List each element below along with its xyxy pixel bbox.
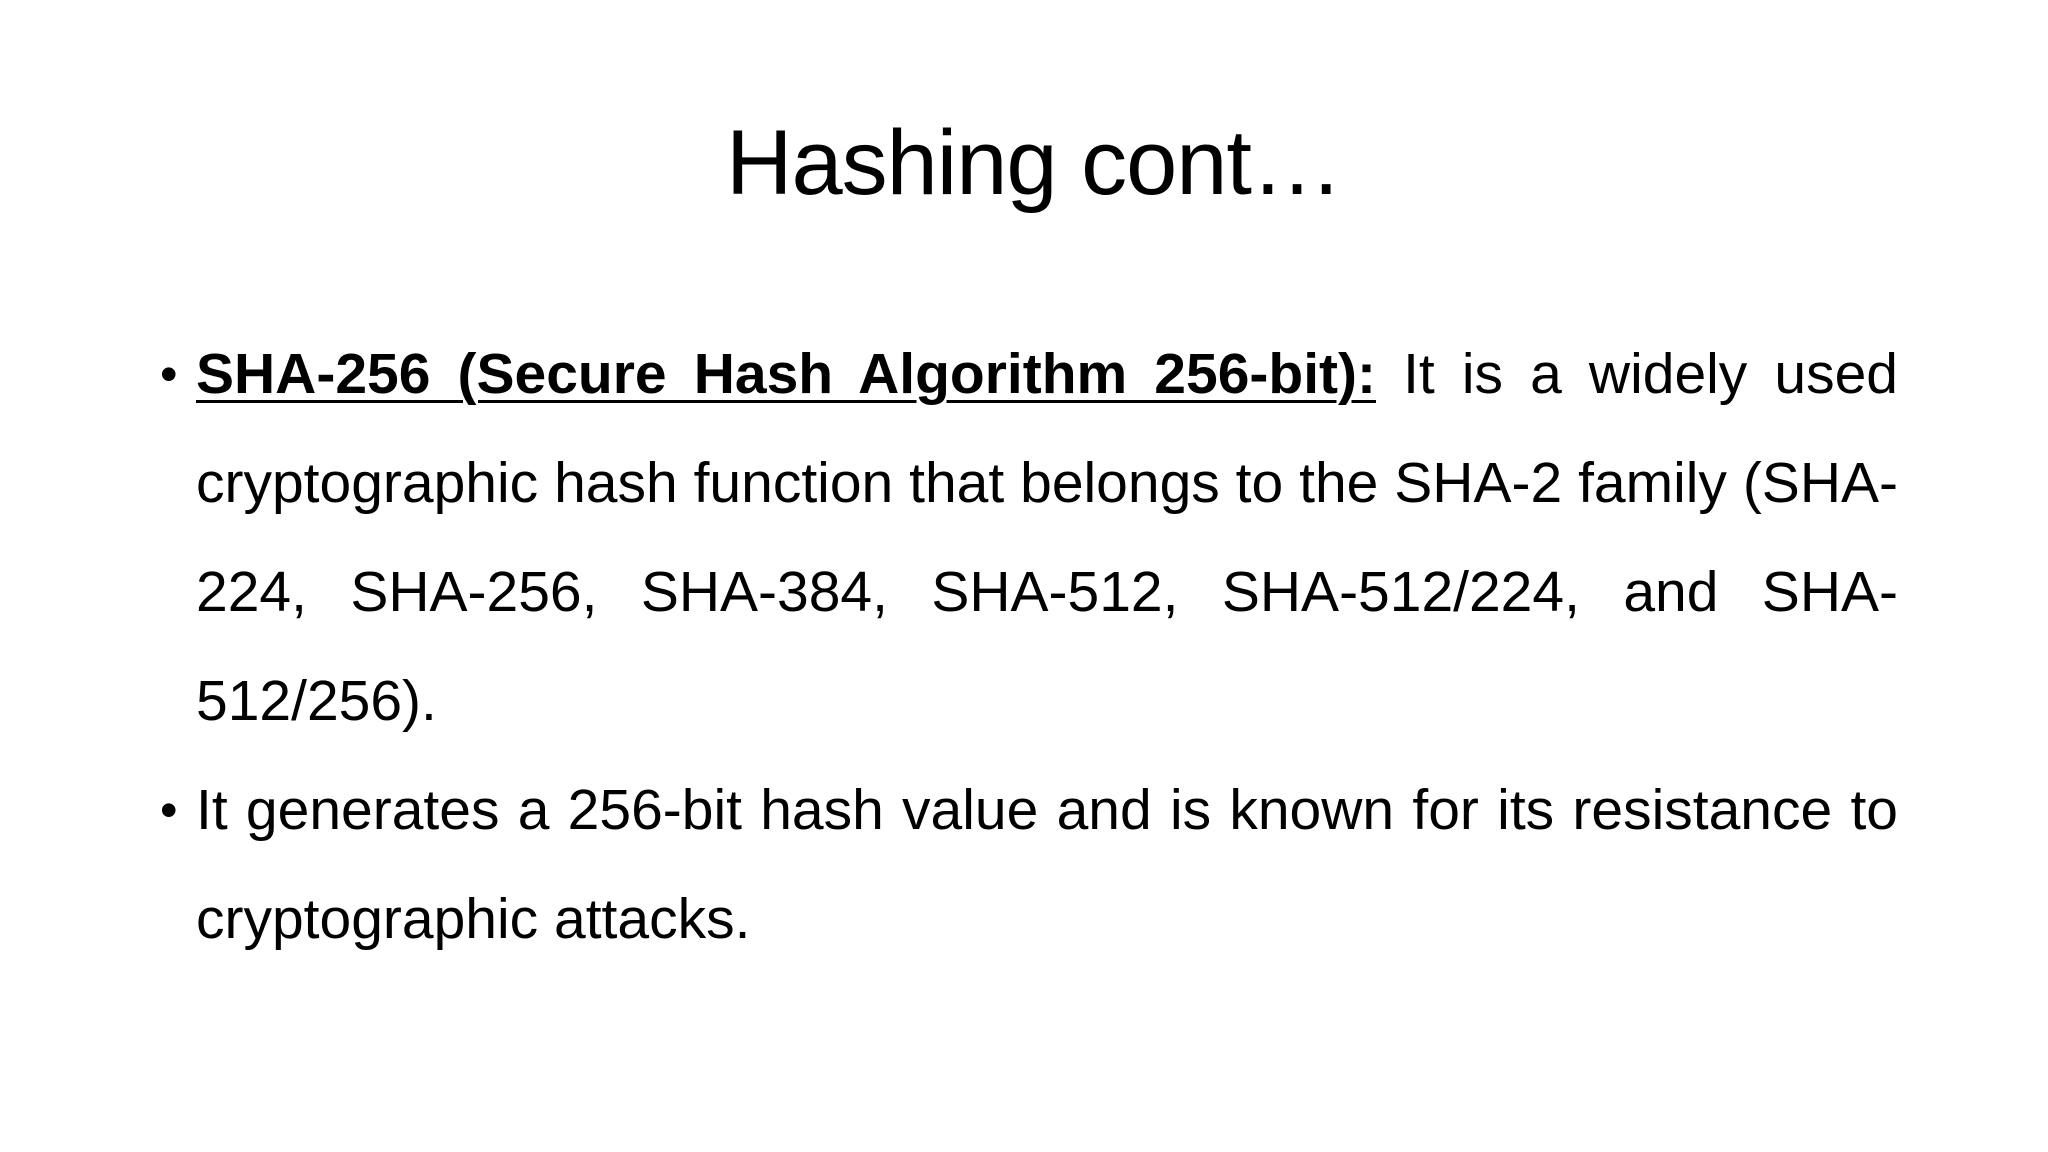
slide-title: Hashing cont…: [726, 112, 1342, 214]
bullet-text: It generates a 256-bit hash value and is known for its resistance to cryptographic attacks.: [196, 778, 1898, 951]
bullet-item-sha256: [160, 320, 1898, 756]
bullet-marker: •: [160, 782, 178, 838]
bullet-list: [160, 320, 1898, 974]
bullet-text: [196, 320, 1898, 756]
bullet-body: It is a widely used cryptographic hash function that belongs to the SHA-2 family (SHA- 224, SHA-256, SHA-384, SHA-512, SHA-512/224, and SHA-512/256).: [196, 342, 1898, 733]
bullet-term: SHA-256 (Secure Hash Algorithm 256-bit):: [196, 342, 1376, 406]
bullet-marker: •: [160, 346, 178, 402]
bullet-item-hash-value: [160, 756, 1898, 974]
